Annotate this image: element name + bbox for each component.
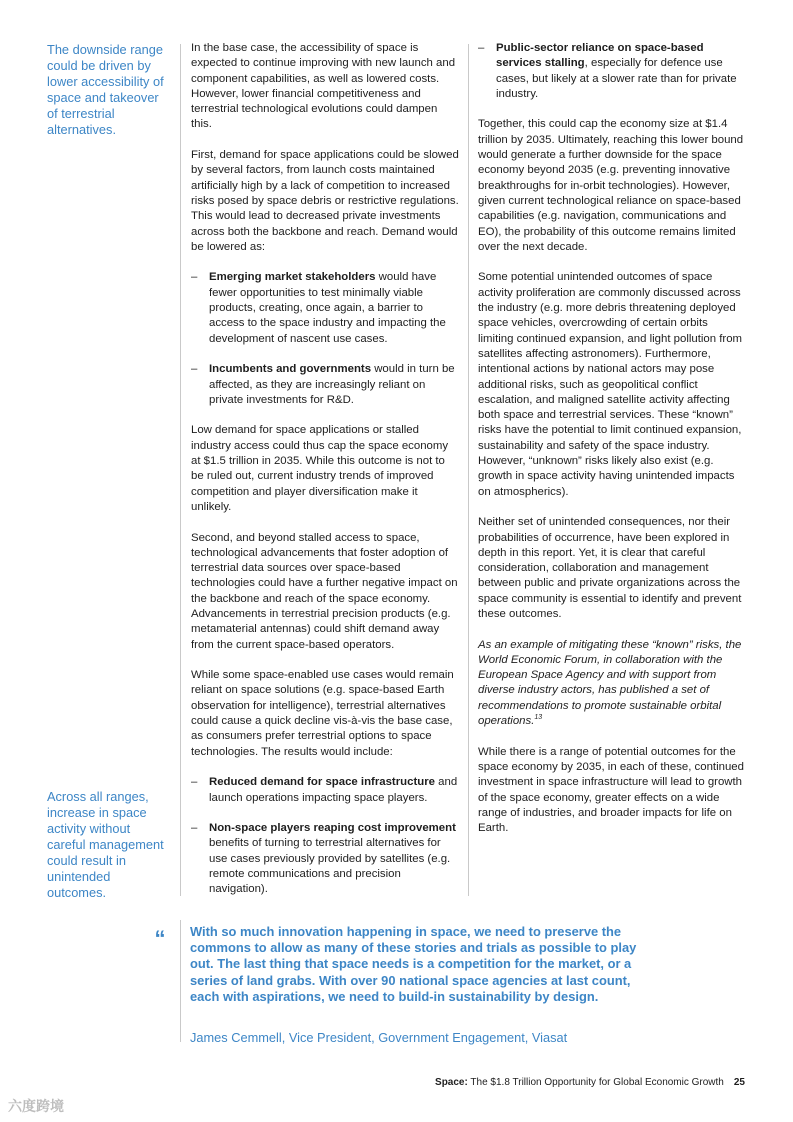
paragraph-italic <box>478 638 744 730</box>
watermark-logo: 六度跨境 <box>8 1098 64 1114</box>
list-item-bold: Reduced demand for space infrastructure <box>209 776 435 789</box>
quote-icon: “ <box>154 926 166 951</box>
dash-bullet: – <box>478 42 485 54</box>
list-item <box>191 775 459 806</box>
paragraph-italic-text: As an example of mitigating these “known” risks, the World Economic Forum, in collaboration with the European Space Agency and with support from diverse industry actors, has published a set of recommendations to promote sustainable orbital operations. <box>478 638 742 728</box>
list-item <box>191 821 459 897</box>
column-two <box>478 41 744 852</box>
footer-bold: Space: <box>435 1077 468 1088</box>
list-item-bold: Incumbents and governments <box>209 363 372 376</box>
quote-attribution: James Cemmell, Vice President, Government Engagement, Viasat <box>190 1030 568 1045</box>
footnote-ref: 13 <box>534 714 543 722</box>
list-item-bold: Public-sector reliance on space-based services stalling <box>496 42 704 70</box>
list-item-text: benefits of turning to terrestrial alternatives for use cases previously provided by satellites (e.g. remote communications and precision navigation). <box>209 837 451 896</box>
list-item-text: would have fewer opportunities to test minimally viable products, creating, once again, a barrier to access to the space industry and impacting the development of nascent use cases. <box>209 271 446 345</box>
column-divider-middle <box>468 44 469 896</box>
paragraph: Together, this could cap the economy size at $1.4 trillion by 2035. Ultimately, reaching this lower bound would generate a further downside for the space economy beyond 2035 (e.g. preventing innovative breakthroughs for in-orbit technologies). However, given current technological reliance on space-based capabilities (e.g. navigation, communications and EO), the probability of this outcome remains limited over the next decade. <box>478 118 744 253</box>
column-divider-left <box>180 44 181 896</box>
list-item-bold: Emerging market stakeholders <box>209 271 376 284</box>
list-item-text: and launch operations impacting space players. <box>209 776 458 804</box>
dash-bullet: – <box>191 776 198 789</box>
quote-divider <box>180 920 181 1042</box>
dash-bullet: – <box>191 822 198 835</box>
column-one <box>191 41 459 913</box>
pull-quote: With so much innovation happening in space, we need to preserve the commons to allow as many of these stories and trials as possible to play out. The last thing that space needs is a competition for the market, or a series of land grabs. With over 90 national space agencies at last count, each with aspirations, we need to build-in sustainability by design. <box>190 924 637 1004</box>
list-item <box>191 362 459 408</box>
list-item-text: , especially for defence use cases, but likely at a slower rate than for private industry. <box>496 57 737 100</box>
paragraph: Neither set of unintended consequences, nor their probabilities of occurrence, have been explored in depth in this report. Yet, it is clear that careful consideration, collaboration and management between public and private organizations across the space community is essential to identify and prevent these outcomes. <box>478 516 742 620</box>
paragraph: Low demand for space applications or stalled industry access could thus cap the space economy at $1.5 trillion in 2035. While this outcome is not to be ruled out, current industry trends of improved competition and player diversification make it unlikely. <box>191 424 449 513</box>
list-item-bold: Non-space players reaping cost improvement <box>209 822 456 835</box>
paragraph: In the base case, the accessibility of space is expected to continue improving with new launch and component capabilities, as well as lowered costs. However, lower financial competitiveness and terrestrial technological evolutions could dampen this. <box>191 42 456 131</box>
page-number: 25 <box>733 1077 745 1088</box>
list-item <box>478 41 744 102</box>
dash-bullet: – <box>191 271 198 284</box>
list-item-text: would in turn be affected, as they are increasingly reliant on private investments for R&D. <box>209 363 455 406</box>
list-item <box>191 270 459 346</box>
sidebar-note-downside: The downside range could be driven by lower accessibility of space and takeover of terrestrial alternatives. <box>47 42 164 137</box>
footer-title: The $1.8 Trillion Opportunity for Global Economic Growth <box>467 1077 724 1088</box>
paragraph: Some potential unintended outcomes of space activity proliferation are commonly discussed across the industry (e.g. more debris threatening deployed space vehicles, overcrowding of certain orbits limiting continued expansion, and light pollution from satellites affecting astronomers). Furthermore, intentional actions by national actors may pose additional risks, such as geopolitical conflict escalation, and maligned satellite activity affecting both space and terrestrial services. These “known” risks have the potential to limit continued expansion, sustainability and safety of the space industry. However, “unknown” risks likely also exist (e.g. growth in space activity having unintended impacts on atmospherics). <box>478 271 743 498</box>
paragraph: First, demand for space applications could be slowed by several factors, from launch costs maintained artificially high by a lack of competition to increased risks posed by space debris or restrictive regulations. This would lead to decreased private investments across both the backbone and reach. Demand would be lowered as: <box>191 149 459 253</box>
sidebar-note-unintended: Across all ranges, increase in space activity without careful management could result in unintended outcomes. <box>47 789 164 900</box>
paragraph: While some space-enabled use cases would remain reliant on space solutions (e.g. space-based Earth observation for intelligence), terrestrial alternatives could cause a quick decline vis-à-vis the base case, as consumers prefer terrestrial options to space technologies. The results would include: <box>191 669 454 758</box>
dash-bullet: – <box>191 363 198 376</box>
page-footer <box>435 1077 745 1089</box>
paragraph: Second, and beyond stalled access to space, technological advancements that foster adoption of terrestrial data sources over space-based technologies could have a further negative impact on the backbone and reach of the space economy. Advancements in terrestrial precision products (e.g. metamaterial antennas) could shift demand away from the current space-based operators. <box>191 531 458 651</box>
paragraph: While there is a range of potential outcomes for the space economy by 2035, in each of these, continued investment in space infrastructure will lead to growth of the space economy, greater effects on a wide range of industries, and broader impacts for life on Earth. <box>478 745 744 835</box>
